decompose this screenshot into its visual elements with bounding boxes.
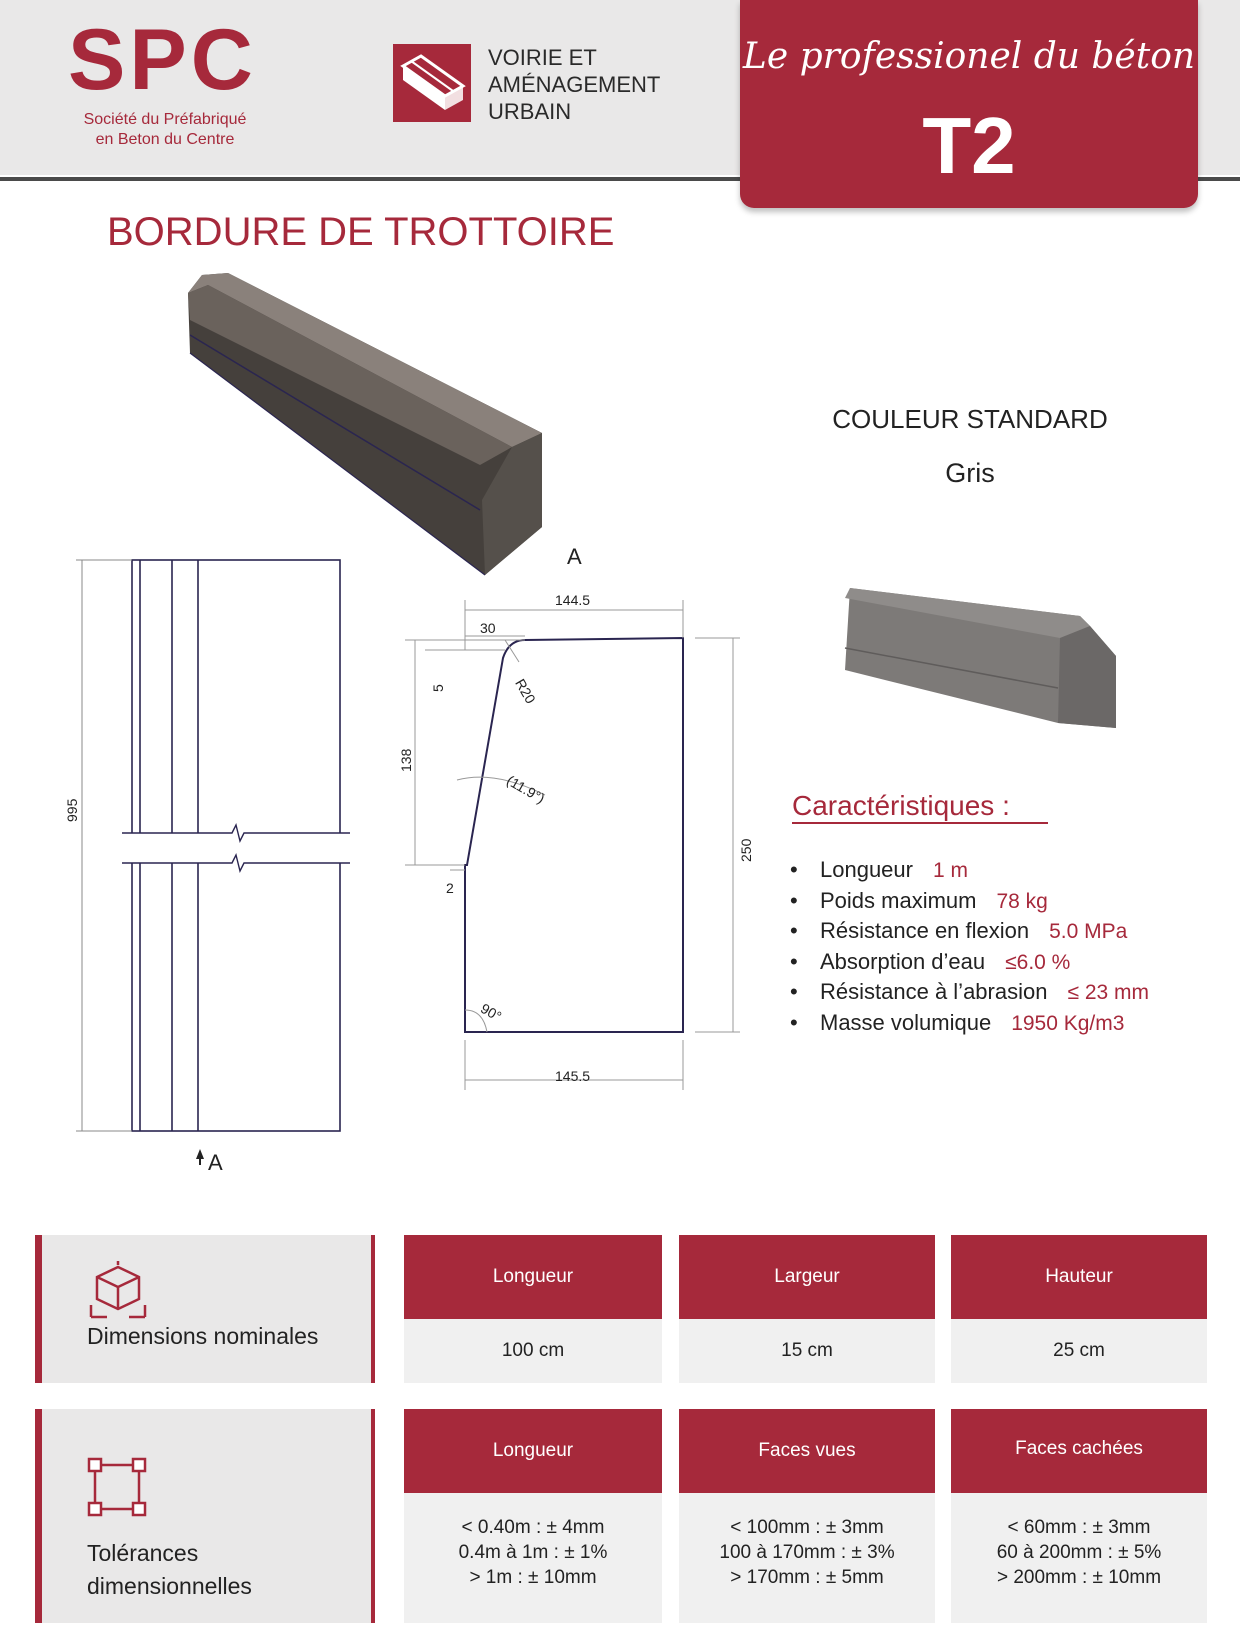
tolerances-label [87,1537,252,1603]
characteristic-item: • Longueur 1 m [790,857,968,882]
characteristic-label: Longueur [820,857,913,882]
offset-5-dimension: 5 [430,684,446,692]
characteristic-value: ≤6.0 % [1005,950,1071,974]
tolerance-values-faces-vues [679,1493,935,1623]
characteristics-underline [792,822,1048,824]
characteristic-value: 78 kg [996,889,1048,913]
product-code: T2 [922,101,1016,190]
cross-section-drawing [395,590,755,1090]
tolerance-line: > 200mm : ± 10mm [996,1567,1162,1588]
elevation-drawing [60,555,380,1165]
characteristic-value: 1 m [932,859,968,882]
height-dimension: 250 [738,838,754,862]
characteristic-label: Poids maximum [820,887,977,913]
company-name-line1: Société du Préfabriqué [83,111,247,128]
tolerance-header-faces-cachees: Faces cachées [951,1409,1207,1493]
tolerances-label-line2: dimensionnelles [87,1573,252,1599]
company-name [40,110,290,150]
category-title [488,44,660,125]
dimensions-label: Dimensions nominales [87,1323,319,1349]
right-angle-mark: 90° [478,1000,505,1025]
tolerance-line: 0.4m à 1m : ± 1% [458,1542,608,1563]
top-width-dimension: 144.5 [555,592,591,608]
section-mark-bottom: A [208,1150,223,1175]
dimension-header-longueur: Longueur [404,1235,662,1319]
characteristic-item: • Résistance en flexion 5.0 MPa [790,918,1128,943]
length-dimension: 995 [64,798,80,822]
characteristic-label: Résistance à l’abrasion [820,979,1048,1004]
tolerances-label-line1: Tolérances [87,1540,199,1566]
tolerance-line: < 60mm : ± 3mm [1007,1517,1151,1538]
company-logo: SPC [68,12,257,108]
colour-value: Gris [945,458,995,488]
curb-block-icon [393,44,471,122]
tolerance-line: 100 à 170mm : ± 3% [719,1542,895,1563]
characteristics-list [790,855,1149,1038]
bounding-box-icon [87,1457,147,1517]
tolerance-header-longueur: Longueur [404,1409,662,1493]
product-title: BORDURE DE TROTTOIRE [107,210,615,254]
category-line1: VOIRIE ET [488,45,597,70]
dimension-header-hauteur: Hauteur [951,1235,1207,1319]
tolerance-line: 60 à 200mm : ± 5% [996,1542,1162,1563]
tolerance-header-faces-vues: Faces vues [679,1409,935,1493]
dimension-value-largeur: 15 cm [679,1319,935,1383]
colour-label: COULEUR STANDARD [832,404,1108,434]
characteristics-title: Caractéristiques : [792,790,1010,821]
tolerance-values-faces-cachees [951,1493,1207,1623]
characteristic-value: 5.0 MPa [1049,920,1128,943]
dimensions-card [35,1235,375,1383]
category-line3: URBAIN [488,99,572,124]
tolerance-line: < 100mm : ± 3mm [730,1517,884,1538]
chamfer-dimension: 30 [480,620,496,636]
characteristic-value: ≤ 23 mm [1067,981,1150,1004]
tolerance-values-longueur [404,1493,662,1623]
company-name-line2: en Beton du Centre [95,131,235,148]
characteristic-item: • Résistance à l’abrasion ≤ 23 mm [790,979,1150,1004]
tolerance-line: > 1m : ± 10mm [469,1567,597,1588]
characteristic-label: Masse volumique [820,1009,992,1035]
slope-height-dimension: 138 [398,748,414,772]
tagline: Le professionel du béton [742,36,1196,77]
bottom-width-dimension: 145.5 [555,1068,591,1084]
characteristic-item: • Absorption d’eau ≤6.0 % [790,948,1071,974]
dimension-value-longueur: 100 cm [404,1319,662,1383]
curb-photo [840,578,1130,738]
characteristic-label: Résistance en flexion [820,918,1030,943]
characteristic-item: • Poids maximum 78 kg [790,887,1048,913]
offset-2-dimension: 2 [446,880,454,896]
dimension-value-hauteur: 25 cm [951,1319,1207,1383]
slope-angle: (11.9°) [504,772,548,807]
radius-dimension: R20 [512,676,539,707]
characteristic-item: • Masse volumique 1950 Kg/m3 [790,1009,1125,1035]
tolerance-line: > 170mm : ± 5mm [730,1567,884,1588]
curb-3d-render [180,265,550,585]
dimension-header-largeur: Largeur [679,1235,935,1319]
characteristic-label: Absorption d’eau [820,948,986,974]
characteristic-value: 1950 Kg/m3 [1011,1011,1125,1035]
category-line2: AMÉNAGEMENT [488,72,661,97]
tolerance-line: < 0.40m : ± 4mm [461,1517,605,1538]
tolerances-card [35,1409,375,1623]
cube-icon [87,1259,149,1321]
section-mark-top: A [567,544,582,569]
